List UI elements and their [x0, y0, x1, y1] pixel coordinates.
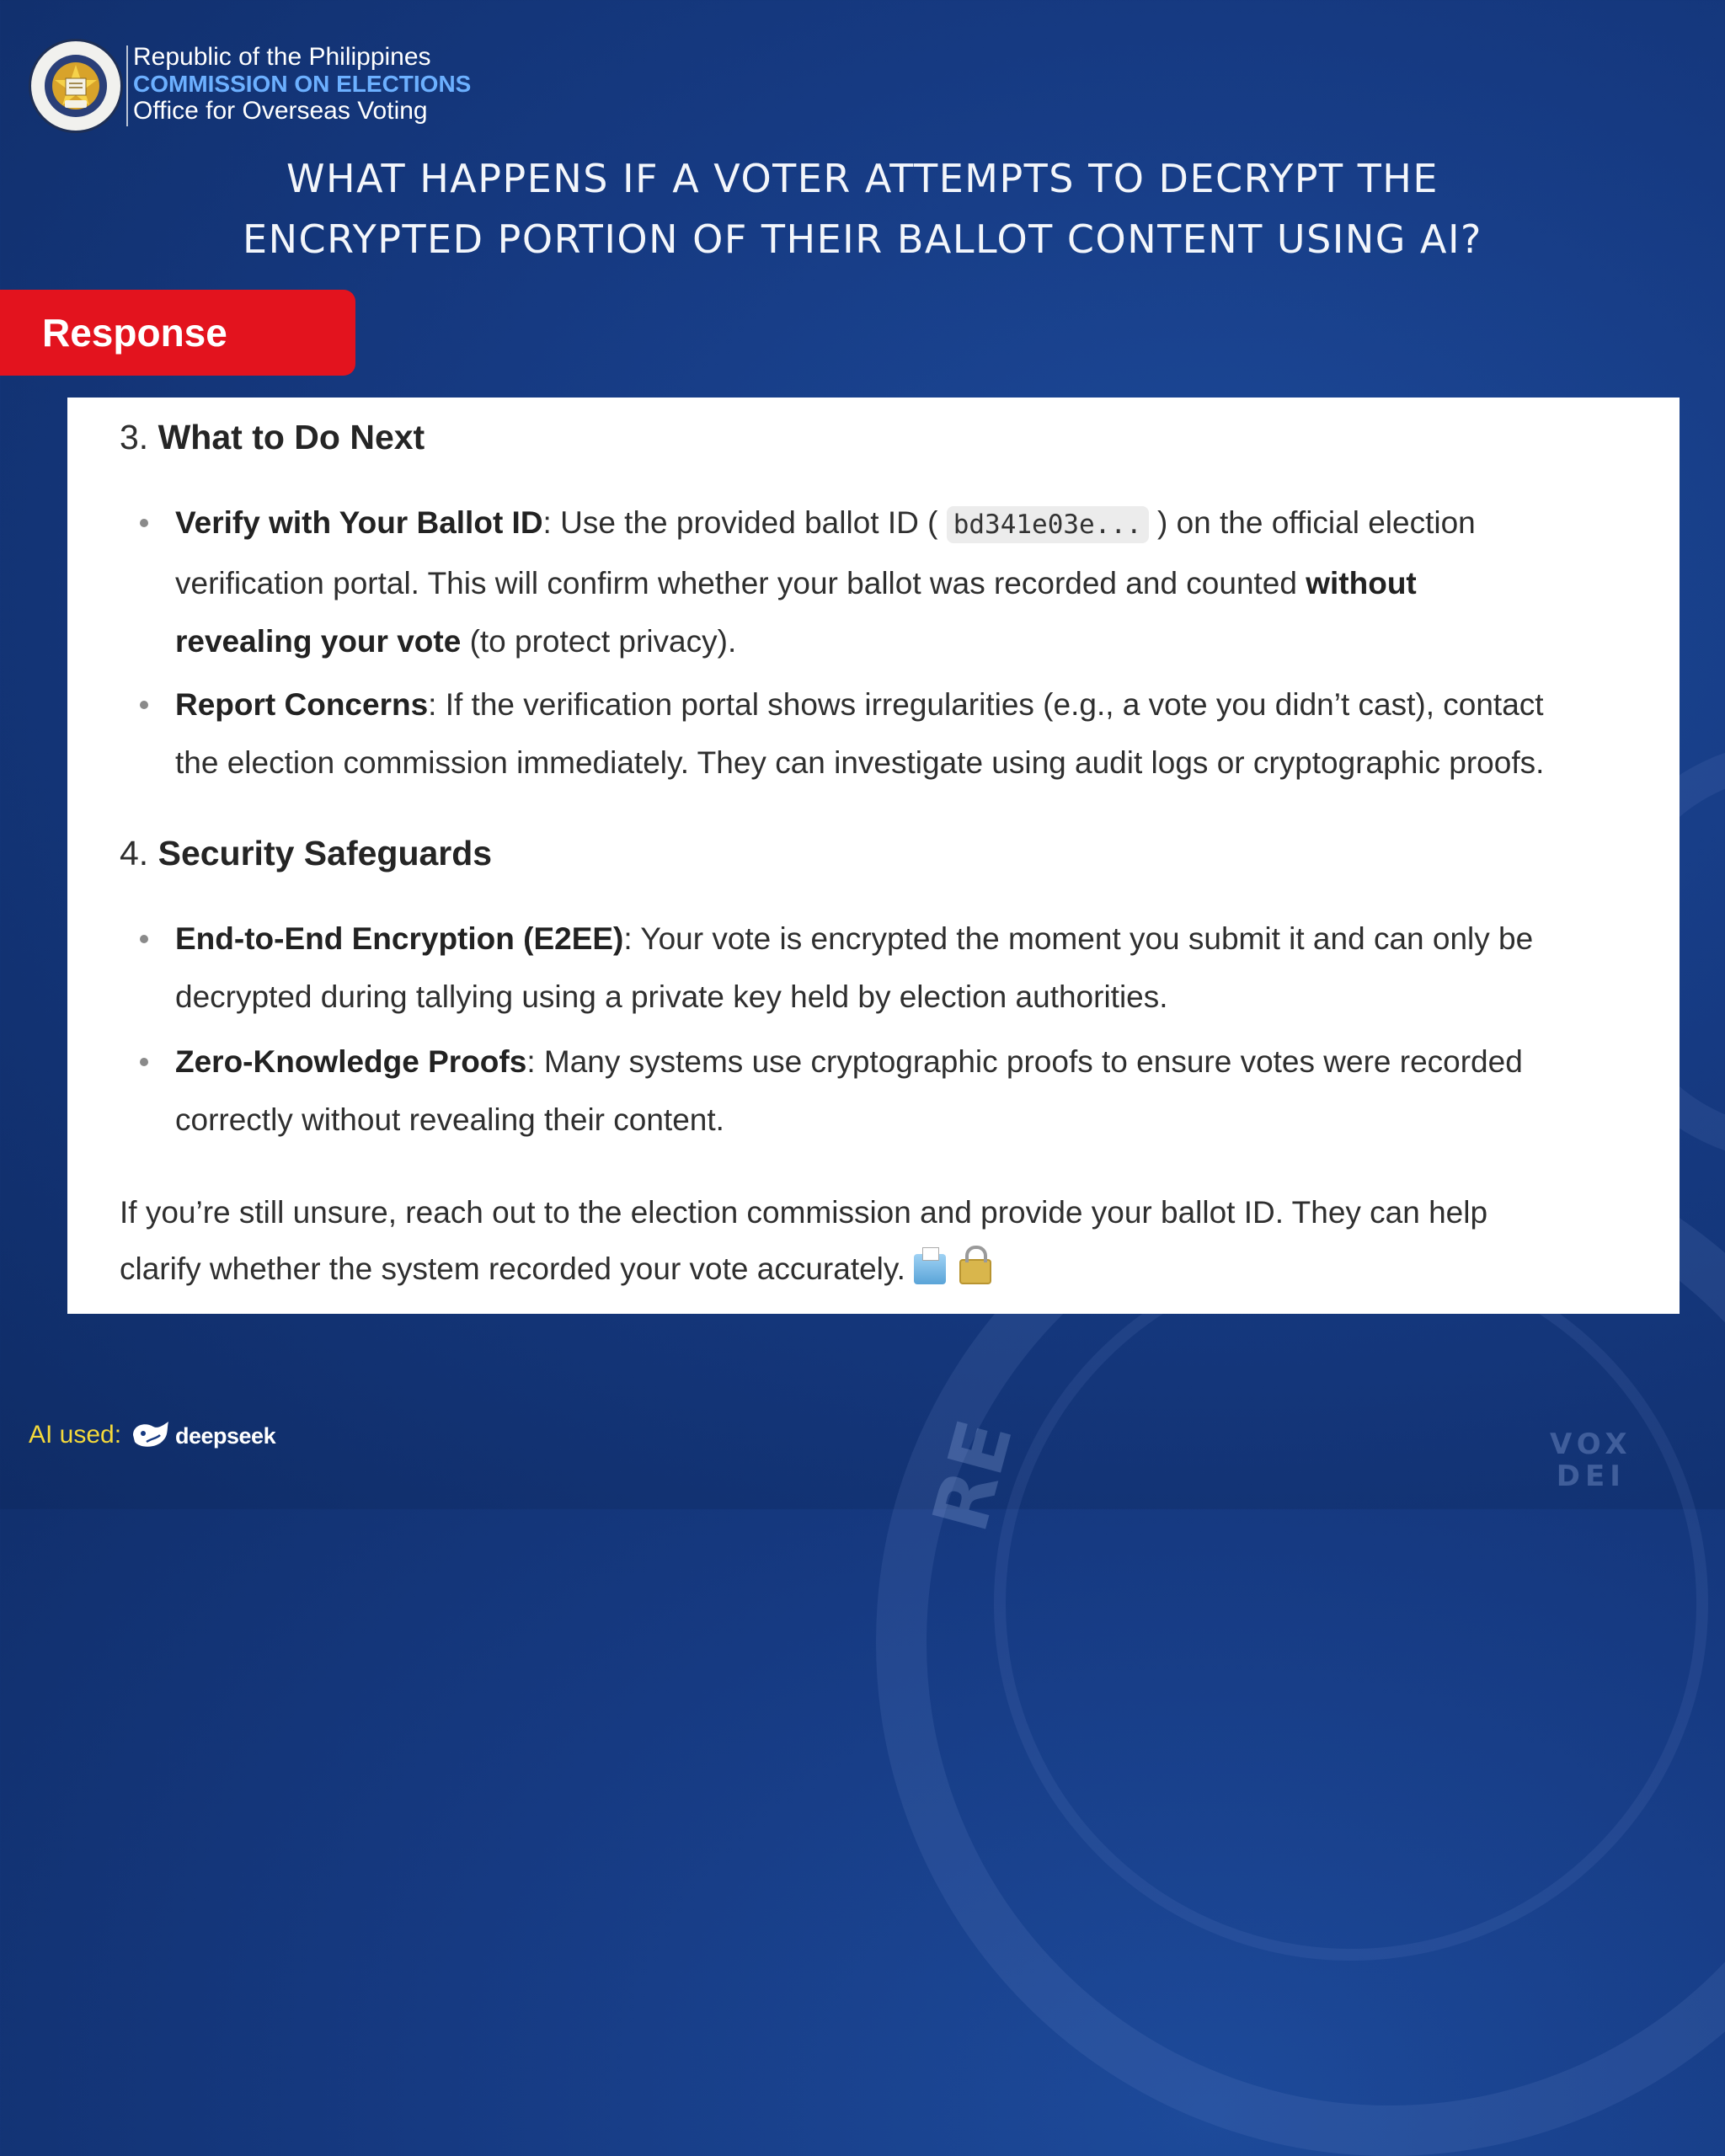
- bullet-dot-icon: [140, 1058, 148, 1066]
- page-title: [0, 148, 1725, 270]
- background-seal-text: RE: [916, 1411, 1031, 1541]
- bullet-title: Report Concerns: [175, 687, 429, 722]
- response-badge: [0, 290, 355, 376]
- bullet-text: verification portal. This will confirm whether your ballot was recorded and counted: [175, 566, 1306, 600]
- section-title: Security Safeguards: [158, 834, 493, 873]
- section-title: What to Do Next: [158, 418, 425, 456]
- background-seal-inner-ring: [994, 1246, 1708, 1961]
- page-title-line-1: WHAT HAPPENS IF A VOTER ATTEMPTS TO DECRYPT THE: [286, 156, 1439, 201]
- bullet-text: correctly without revealing their content.: [175, 1102, 724, 1137]
- response-card: [67, 398, 1680, 1314]
- bullet-text: the election commission immediately. They can investigate using audit logs or cryptographic proofs.: [175, 745, 1545, 780]
- bullet-title: Zero-Knowledge Proofs: [175, 1044, 527, 1079]
- bullet-emphasis: revealing your vote: [175, 624, 462, 659]
- section-number: 4.: [120, 834, 149, 873]
- bullet-text: : Your vote is encrypted the moment you submit it and can only be: [623, 921, 1534, 956]
- org-country: Republic of the Philippines: [133, 43, 431, 71]
- org-commission: COMMISSION ON ELECTIONS: [133, 71, 472, 97]
- org-office: Office for Overseas Voting: [133, 97, 428, 125]
- motto-line-2: DEI: [1556, 1460, 1626, 1493]
- bullet-text: (to protect privacy).: [461, 624, 737, 659]
- closing-paragraph: [120, 1184, 1661, 1297]
- header-divider: [126, 45, 128, 126]
- bullet-text: ) on the official election: [1148, 505, 1476, 540]
- section-heading-what-to-do-next: [120, 418, 425, 457]
- section-number: 3.: [120, 418, 149, 456]
- bullet-dot-icon: [140, 519, 148, 527]
- comelec-seal-logo: [29, 39, 123, 133]
- bullet-text: decrypted during tallying using a private key held by election authorities.: [175, 979, 1168, 1014]
- seal-emblem-icon: [31, 41, 120, 131]
- ballot-id-code: bd341e03e...: [947, 506, 1149, 543]
- bullet-dot-icon: [140, 701, 148, 709]
- response-label: Response: [42, 311, 227, 355]
- bullet-text: : Many systems use cryptographic proofs to ensure votes were recorded: [526, 1044, 1523, 1079]
- ballot-box-icon: [914, 1254, 946, 1284]
- closing-line-2: clarify whether the system recorded your vote accurately.: [120, 1251, 905, 1286]
- background-motto: [1550, 1428, 1632, 1492]
- page-title-line-2: ENCRYPTED PORTION OF THEIR BALLOT CONTENT USING AI?: [243, 216, 1482, 262]
- bullet-emphasis: without: [1306, 566, 1417, 600]
- deepseek-whale-icon: [130, 1417, 172, 1452]
- lock-icon: [959, 1259, 991, 1284]
- section-heading-security-safeguards: [120, 834, 492, 873]
- bullet-text: : If the verification portal shows irregularities (e.g., a vote you didn’t cast), contact: [428, 687, 1544, 722]
- deepseek-logo-text: deepseek: [175, 1423, 276, 1449]
- bullet-text: : Use the provided ballot ID (: [542, 505, 947, 540]
- bullet-title: End-to-End Encryption (E2EE): [175, 921, 624, 956]
- motto-line-1: VOX: [1550, 1428, 1632, 1461]
- closing-line-1: If you’re still unsure, reach out to the election commission and provide your ballot ID. They can help: [120, 1195, 1488, 1230]
- bullet-title: Verify with Your Ballot ID: [175, 505, 543, 540]
- organization-name: [133, 44, 471, 125]
- bullet-dot-icon: [140, 935, 148, 943]
- ai-used-label: AI used:: [29, 1421, 122, 1449]
